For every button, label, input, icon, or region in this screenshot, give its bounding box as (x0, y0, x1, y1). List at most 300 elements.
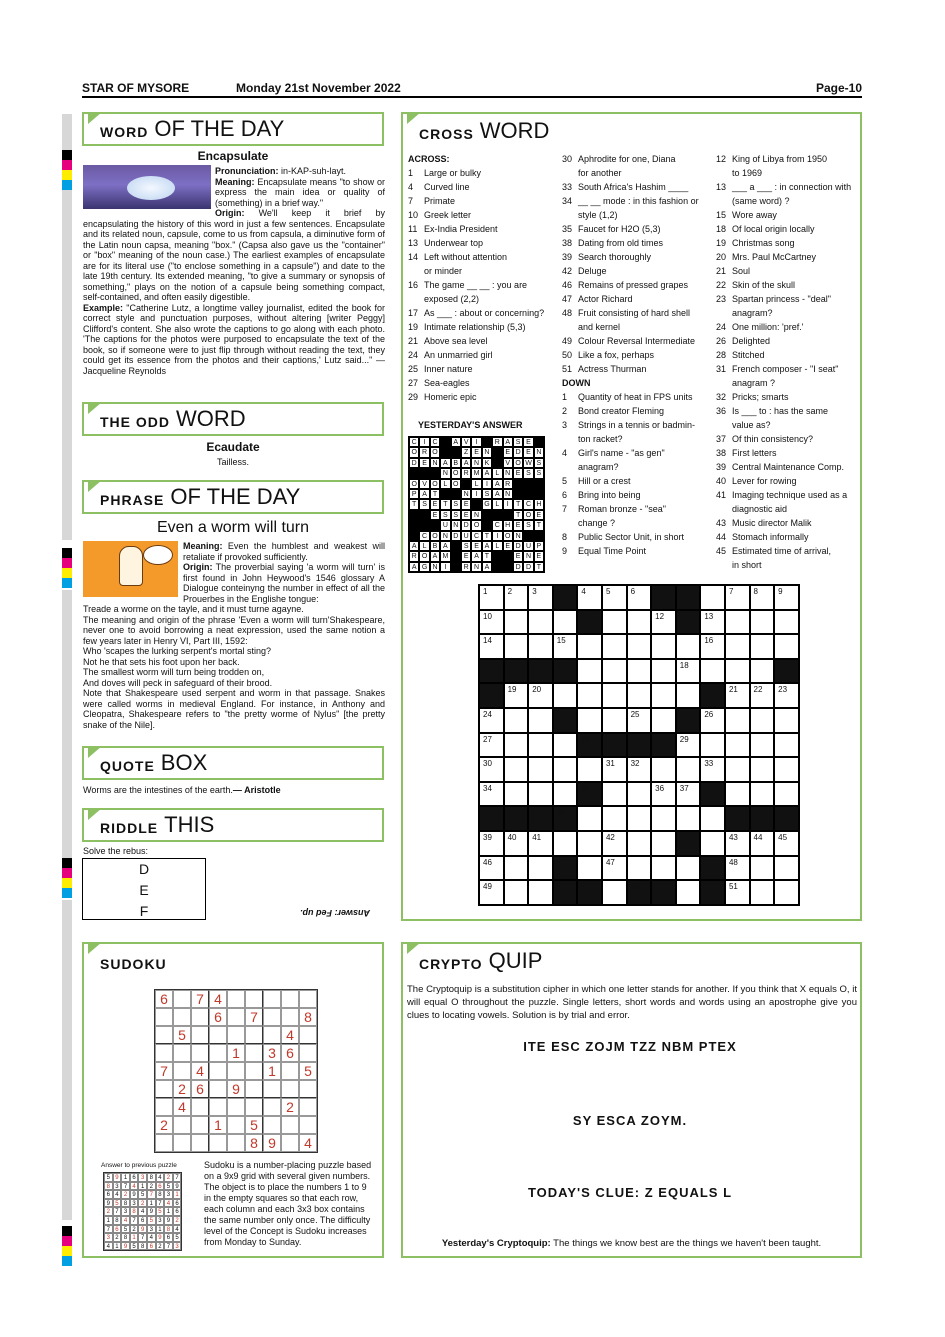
grid-cell[interactable]: 23 (774, 683, 799, 708)
answer-cell: G (482, 499, 492, 509)
grid-cell[interactable] (528, 880, 553, 905)
answer-cell: 3 (164, 1190, 173, 1199)
grid-cell[interactable] (750, 610, 775, 635)
sudoku-cell[interactable] (299, 1080, 317, 1098)
grid-cell[interactable]: 46 (479, 856, 504, 881)
answer-cell: 6 (104, 1190, 113, 1199)
grid-cell[interactable]: 5 (602, 585, 627, 610)
sudoku-cell[interactable] (209, 1026, 227, 1044)
clue-row: anagram? (732, 308, 773, 318)
grid-cell[interactable] (528, 757, 553, 782)
sudoku-cell[interactable] (191, 1116, 209, 1134)
sudoku-cell[interactable] (263, 1008, 281, 1026)
sudoku-cell[interactable] (191, 1044, 209, 1062)
sudoku-cell[interactable] (155, 1134, 173, 1152)
riddle-prompt: Solve the rebus: (83, 846, 149, 856)
grid-cell[interactable] (504, 757, 529, 782)
grid-cell[interactable]: 12 (651, 610, 676, 635)
grid-cell[interactable] (651, 831, 676, 856)
grid-cell[interactable] (725, 782, 750, 807)
answer-cell: C (523, 499, 533, 509)
answer-cell (451, 489, 461, 499)
sudoku-cell[interactable] (245, 990, 263, 1008)
answer-cell: 9 (113, 1173, 122, 1182)
grid-cell[interactable] (602, 880, 627, 905)
black-cell (750, 806, 775, 831)
grid-cell[interactable] (602, 708, 627, 733)
registration-mark (62, 548, 72, 588)
grid-cell[interactable] (651, 757, 676, 782)
answer-cell: 3 (156, 1216, 165, 1225)
answer-cell: M (440, 551, 450, 561)
word-of-day-body: Pronunciation: in-KAP-suh-layt. Meaning: Encapsulate means "to show or express the main idea or quality of (something) in a brief way." Origin: We'll keep it brief by encapsulating the history of this word in just a few sentences. Encapsulate and its related noun, capsule, come to us from capsula, a diminutive form of the Latin noun capsa, meaning "box." (Capsa also gave us the "container" or "box" meaning of the noun case.) The earliest examples of encapsulate are for its literal use ("to enclose something in a capsule") and date to the late 19th century. Its extended meaning, "to give a summary or synopsis of something," plays on the notion of a capsule being something compact, self-contained, and often easily digestible. Example: "Catherine Lutz, a longtime valley journalist, edited the book for correct style and punctuation purposes, without altering [writer Peggy] Clifford's content. She also wrote the captions to go along with each photo. 'The captions for the photos were purposed to encapsulate the text of the book, so if someone were to just flip through without reading the text, they could get its essence from the photos and their captions,' Lutz said..." —Jacqueline Reynolds (83, 166, 385, 376)
clue-row: 35 Faucet for H2O (5,3) (562, 224, 661, 234)
grid-cell[interactable] (676, 806, 701, 831)
margin-stripe (62, 190, 72, 540)
grid-cell[interactable] (627, 782, 652, 807)
clue-row: ton racket? (578, 434, 623, 444)
grid-cell[interactable]: 49 (479, 880, 504, 905)
answer-cell: L (471, 479, 481, 489)
grid-cell[interactable]: 29 (676, 733, 701, 758)
answer-cell: 2 (164, 1173, 173, 1182)
grid-cell[interactable] (700, 806, 725, 831)
grid-cell[interactable] (504, 880, 529, 905)
grid-cell[interactable] (577, 806, 602, 831)
answer-cell (451, 541, 461, 551)
sudoku-cell[interactable] (245, 1080, 263, 1098)
flag-icon (88, 808, 102, 820)
grid-cell[interactable]: 40 (504, 831, 529, 856)
grid-cell[interactable] (700, 733, 725, 758)
grid-cell[interactable]: 14 (479, 634, 504, 659)
grid-cell[interactable] (577, 831, 602, 856)
grid-cell[interactable]: 1 (479, 585, 504, 610)
sudoku-cell[interactable] (299, 1116, 317, 1134)
sudoku-cell[interactable] (173, 990, 191, 1008)
answer-cell: 3 (121, 1207, 130, 1216)
grid-cell[interactable]: 43 (725, 831, 750, 856)
grid-cell[interactable] (627, 806, 652, 831)
black-cell (700, 782, 725, 807)
grid-cell[interactable] (577, 659, 602, 684)
grid-cell[interactable]: 47 (602, 856, 627, 881)
answer-cell: 4 (113, 1190, 122, 1199)
answer-cell: C (409, 437, 419, 447)
grid-cell[interactable]: 39 (479, 831, 504, 856)
grid-cell[interactable] (504, 708, 529, 733)
answer-cell (430, 520, 440, 530)
grid-cell[interactable] (725, 733, 750, 758)
clue-row: and kernel (578, 322, 621, 332)
sudoku-cell[interactable] (155, 1008, 173, 1026)
grid-cell[interactable] (750, 634, 775, 659)
grid-cell[interactable]: 34 (479, 782, 504, 807)
grid-cell[interactable] (700, 659, 725, 684)
sudoku-cell[interactable] (281, 1134, 299, 1152)
answer-cell: D (513, 562, 523, 572)
sudoku-cell[interactable] (227, 1026, 245, 1044)
sudoku-cell[interactable] (209, 1044, 227, 1062)
grid-cell[interactable] (774, 757, 799, 782)
sudoku-cell[interactable] (227, 990, 245, 1008)
grid-cell[interactable] (577, 708, 602, 733)
grid-cell[interactable]: 9 (774, 585, 799, 610)
answer-cell: 1 (121, 1173, 130, 1182)
sudoku-cell[interactable] (263, 1116, 281, 1134)
answer-cell (534, 437, 544, 447)
sudoku-cell[interactable] (245, 1044, 263, 1062)
sudoku-cell[interactable] (245, 1062, 263, 1080)
clue-row: 24 An unmarried girl (408, 350, 493, 360)
sudoku-cell[interactable] (191, 1026, 209, 1044)
grid-cell[interactable] (528, 782, 553, 807)
grid-cell[interactable]: 7 (725, 585, 750, 610)
grid-cell[interactable] (774, 880, 799, 905)
grid-cell[interactable] (651, 659, 676, 684)
black-cell: 28 (577, 733, 602, 758)
sudoku-cell[interactable] (227, 1062, 245, 1080)
sudoku-cell[interactable] (281, 1008, 299, 1026)
clue-row: 43 Music director Malik (716, 518, 812, 528)
sudoku-cell[interactable] (155, 1080, 173, 1098)
sudoku-cell[interactable] (191, 1008, 209, 1026)
grid-cell[interactable] (651, 856, 676, 881)
grid-cell[interactable]: 42 (602, 831, 627, 856)
black-cell (700, 683, 725, 708)
sudoku-cell[interactable] (263, 1026, 281, 1044)
grid-cell[interactable] (577, 634, 602, 659)
sudoku-grid (154, 989, 318, 1153)
answer-cell: 1 (173, 1190, 182, 1199)
grid-cell[interactable]: 2 (504, 585, 529, 610)
answer-cell: D (513, 541, 523, 551)
grid-cell[interactable] (774, 708, 799, 733)
sudoku-cell: 3 (263, 1044, 281, 1062)
grid-cell[interactable] (750, 782, 775, 807)
sudoku-cell: 8 (299, 1008, 317, 1026)
grid-cell[interactable] (553, 757, 578, 782)
clue-row: 37 Of thin consistency? (716, 434, 814, 444)
grid-cell[interactable] (504, 856, 529, 881)
grid-cell[interactable] (651, 683, 676, 708)
clue-row: 23 Spartan princess - "deal" (716, 294, 831, 304)
yesterday-answer-label: YESTERDAY'S ANSWER (418, 420, 523, 430)
grid-cell[interactable] (750, 880, 775, 905)
grid-cell[interactable] (774, 634, 799, 659)
grid-cell[interactable] (602, 683, 627, 708)
grid-cell[interactable]: 48 (725, 856, 750, 881)
grid-cell[interactable] (602, 610, 627, 635)
grid-cell[interactable] (627, 634, 652, 659)
answer-cell (451, 551, 461, 561)
grid-cell[interactable] (528, 708, 553, 733)
answer-cell: 8 (147, 1173, 156, 1182)
sudoku-cell[interactable] (263, 1080, 281, 1098)
grid-cell[interactable] (553, 733, 578, 758)
grid-cell[interactable] (528, 634, 553, 659)
sudoku-cell[interactable] (209, 1062, 227, 1080)
grid-cell[interactable] (504, 733, 529, 758)
grid-cell[interactable]: 16 (700, 634, 725, 659)
sudoku-cell[interactable] (191, 1098, 209, 1116)
sudoku-cell[interactable] (263, 1098, 281, 1116)
grid-cell[interactable]: 19 (504, 683, 529, 708)
answer-cell: 6 (173, 1199, 182, 1208)
grid-cell[interactable]: 15 (553, 634, 578, 659)
grid-cell[interactable] (627, 831, 652, 856)
grid-cell[interactable] (504, 782, 529, 807)
grid-cell[interactable]: 26 (700, 708, 725, 733)
sudoku-cell[interactable] (227, 1098, 245, 1116)
sudoku-cell[interactable] (173, 1134, 191, 1152)
answer-cell: R (461, 562, 471, 572)
grid-cell[interactable] (553, 782, 578, 807)
clue-row: 4 Girl's name - "as gen" (562, 448, 665, 458)
grid-cell[interactable] (676, 683, 701, 708)
grid-cell[interactable] (553, 610, 578, 635)
answer-cell: 7 (164, 1242, 173, 1251)
sudoku-cell[interactable] (227, 1008, 245, 1026)
grid-cell[interactable] (602, 634, 627, 659)
answer-cell: R (492, 437, 502, 447)
grid-cell[interactable] (774, 856, 799, 881)
grid-cell[interactable]: 22 (750, 683, 775, 708)
grid-cell[interactable] (725, 708, 750, 733)
clue-row: 22 Skin of the skull (716, 280, 796, 290)
sudoku-cell[interactable] (281, 1080, 299, 1098)
answer-cell: S (451, 510, 461, 520)
sudoku-cell: 7 (245, 1008, 263, 1026)
grid-cell[interactable] (676, 634, 701, 659)
sudoku-cell: 6 (191, 1080, 209, 1098)
grid-cell[interactable] (504, 610, 529, 635)
grid-cell[interactable] (700, 585, 725, 610)
grid-cell[interactable]: 37 (676, 782, 701, 807)
sudoku-cell[interactable] (263, 990, 281, 1008)
grid-cell[interactable] (676, 856, 701, 881)
grid-cell[interactable] (725, 659, 750, 684)
grid-cell[interactable]: 30 (479, 757, 504, 782)
black-cell (676, 610, 701, 635)
clue-row: 49 Colour Reversal Intermediate (562, 336, 696, 346)
clue-row: 36 Is ___ to : has the same (716, 406, 829, 416)
black-cell: 17 (553, 659, 578, 684)
grid-cell[interactable] (577, 856, 602, 881)
answer-cell: N (503, 489, 513, 499)
answer-cell: D (409, 458, 419, 468)
sudoku-cell[interactable] (173, 1044, 191, 1062)
grid-cell[interactable] (774, 610, 799, 635)
answer-cell: I (503, 499, 513, 509)
grid-cell[interactable] (676, 757, 701, 782)
clue-row: exposed (2,2) (424, 294, 480, 304)
grid-cell[interactable] (602, 782, 627, 807)
clue-row: 40 Lever for rowing (716, 476, 797, 486)
clue-row: 26 Delighted (716, 336, 771, 346)
grid-cell[interactable]: 21 (725, 683, 750, 708)
grid-cell[interactable]: 10 (479, 610, 504, 635)
grid-cell[interactable] (750, 733, 775, 758)
sudoku-cell[interactable] (173, 1116, 191, 1134)
answer-cell: E (503, 541, 513, 551)
flag-icon (88, 480, 102, 492)
answer-cell: 3 (138, 1173, 147, 1182)
cryptoquip-header: CRYPTO QUIP (401, 942, 862, 976)
grid-cell[interactable]: 44 (750, 831, 775, 856)
sudoku-cell: 2 (173, 1080, 191, 1098)
clue-row: 38 First letters (716, 448, 777, 458)
grid-cell[interactable] (725, 757, 750, 782)
grid-cell[interactable] (577, 757, 602, 782)
sudoku-cell[interactable] (227, 1116, 245, 1134)
grid-cell[interactable] (750, 708, 775, 733)
sudoku-cell[interactable] (173, 1062, 191, 1080)
grid-cell[interactable] (700, 831, 725, 856)
sudoku-cell[interactable] (245, 1098, 263, 1116)
grid-cell[interactable] (651, 806, 676, 831)
black-cell (504, 806, 529, 831)
black-cell (528, 806, 553, 831)
grid-cell[interactable]: 45 (774, 831, 799, 856)
answer-cell: 8 (113, 1216, 122, 1225)
sudoku-cell[interactable] (227, 1134, 245, 1152)
clue-row: 24 One million: 'pref.' (716, 322, 804, 332)
sudoku-cell[interactable] (281, 990, 299, 1008)
answer-cell: P (534, 541, 544, 551)
sudoku-cell[interactable] (299, 1098, 317, 1116)
answer-cell: L (440, 479, 450, 489)
answer-cell: C (492, 520, 502, 530)
cryptoquip-clue: TODAY'S CLUE: Z EQUALS L (527, 1185, 733, 1200)
answer-cell: I (471, 437, 481, 447)
sudoku-cell[interactable] (155, 1098, 173, 1116)
answer-cell: S (440, 510, 450, 520)
sudoku-cell[interactable] (155, 1026, 173, 1044)
grid-cell[interactable] (528, 610, 553, 635)
clue-row: 29 Homeric epic (408, 392, 477, 402)
grid-cell[interactable] (627, 659, 652, 684)
answer-cell: E (513, 520, 523, 530)
grid-cell[interactable] (725, 634, 750, 659)
grid-cell[interactable] (750, 659, 775, 684)
across-clues-col1: ACROSS: 1 Large or bulky 4 Curved line 7 Primate 10 Greek letter 11 Ex-India President 13 Underwear top 14 Left without attention or minder 16 The game __ __ : you are exposed (2,2) 17 As ___ : about or concerning? 19 Intimate relationship (5,3) 21 Above sea level 24 An unmarried girl 25 Inner nature 27 Sea-eagles 29 Homeric epic (408, 152, 556, 404)
grid-cell[interactable]: 27 (479, 733, 504, 758)
answer-cell: A (430, 551, 440, 561)
riddle-header: RIDDLE THIS (82, 808, 384, 842)
grid-cell[interactable]: 18 (676, 659, 701, 684)
grid-cell[interactable]: 20 (528, 683, 553, 708)
grid-cell[interactable] (676, 880, 701, 905)
grid-cell[interactable]: 13 (700, 610, 725, 635)
grid-cell[interactable] (774, 782, 799, 807)
grid-cell[interactable] (627, 610, 652, 635)
answer-cell: 5 (113, 1199, 122, 1208)
grid-cell[interactable] (774, 733, 799, 758)
sudoku-cell[interactable] (281, 1116, 299, 1134)
answer-cell: 9 (121, 1242, 130, 1251)
sudoku-cell[interactable] (209, 1098, 227, 1116)
clue-row: 7 Primate (408, 196, 456, 206)
grid-cell[interactable]: 31 (602, 757, 627, 782)
sudoku-cell[interactable] (299, 1026, 317, 1044)
grid-cell[interactable] (651, 634, 676, 659)
answer-cell: C (430, 437, 440, 447)
answer-cell (419, 468, 429, 478)
grid-cell[interactable] (750, 757, 775, 782)
answer-cell: U (461, 531, 471, 541)
grid-cell[interactable]: 24 (479, 708, 504, 733)
grid-cell[interactable] (725, 610, 750, 635)
grid-cell[interactable] (528, 856, 553, 881)
grid-cell[interactable]: 36 (651, 782, 676, 807)
grid-cell[interactable]: 6 (627, 585, 652, 610)
grid-cell[interactable] (553, 683, 578, 708)
grid-cell[interactable]: 25 (627, 708, 652, 733)
cryptoquip-intro: The Cryptoquip is a substitution cipher in which one letter stands for another. If you think that X equals O, it will equal O throughout the puzzle. Single letters, short words and words using an apostrophe give you clues to locating vowels. Solution is by trial and error. (407, 984, 857, 1021)
sudoku-cell[interactable] (209, 1080, 227, 1098)
sudoku-cell: 8 (245, 1134, 263, 1152)
grid-cell[interactable] (577, 683, 602, 708)
sudoku-cell[interactable] (209, 1134, 227, 1152)
grid-cell[interactable]: 3 (528, 585, 553, 610)
grid-cell[interactable]: 32 (627, 757, 652, 782)
sudoku-cell[interactable] (191, 1134, 209, 1152)
answer-cell: O (471, 520, 481, 530)
answer-cell: 1 (147, 1199, 156, 1208)
clue-row: 32 Pricks; smarts (716, 392, 789, 402)
answer-cell: T (409, 499, 419, 509)
grid-cell[interactable] (627, 856, 652, 881)
answer-cell: 2 (173, 1216, 182, 1225)
grid-cell[interactable]: 4 (577, 585, 602, 610)
sudoku-cell[interactable] (155, 1044, 173, 1062)
margin-stripe (62, 114, 72, 150)
grid-cell[interactable]: 33 (700, 757, 725, 782)
grid-cell[interactable] (627, 683, 652, 708)
grid-cell[interactable] (504, 634, 529, 659)
answer-cell: I (492, 531, 502, 541)
sudoku-cell[interactable] (299, 1044, 317, 1062)
sudoku-cell[interactable] (281, 1062, 299, 1080)
sudoku-cell[interactable] (173, 1008, 191, 1026)
answer-cell (513, 489, 523, 499)
across-clues-col2: 30 Aphrodite for one, Diana for another 33 South Africa's Hashim ____ 34 __ __ mode : in this fashion or style (1,2) 35 Faucet for H2O (5,3) 38 Dating from old times 39 Search thoroughly 42 Deluge 46 Remains of pressed grapes 47 Actor Richard 48 Fruit consisting of hard shell and kernel 49 Colour Reversal Intermediate 50 Like a fox, perhaps 51 Actress Thurman DOWN 1 Quantity of heat in FPS units 2 Bond creator Fleming 3 Strings in a tennis or badmin- ton racket? 4 Girl's name - "as gen" anagram? 5 Hill or a crest 6 Bring into being 7 Roman bronze - "sea" change ? 8 Public Sector Unit, in short 9 Equal Time Point (562, 152, 712, 558)
grid-cell[interactable] (528, 733, 553, 758)
grid-cell[interactable]: 8 (750, 585, 775, 610)
answer-cell: 2 (104, 1207, 113, 1216)
sudoku-cell: 5 (173, 1026, 191, 1044)
grid-cell[interactable]: 51 (725, 880, 750, 905)
grid-cell[interactable] (602, 659, 627, 684)
grid-cell[interactable] (602, 806, 627, 831)
answer-cell: 9 (164, 1216, 173, 1225)
sudoku-cell[interactable] (245, 1026, 263, 1044)
grid-cell[interactable] (750, 856, 775, 881)
answer-cell: D (513, 447, 523, 457)
grid-cell[interactable] (651, 708, 676, 733)
sudoku-cell: 4 (299, 1134, 317, 1152)
answer-cell (492, 551, 502, 561)
grid-cell[interactable] (553, 831, 578, 856)
answer-cell: 1 (104, 1216, 113, 1225)
sudoku-cell: 1 (227, 1044, 245, 1062)
sudoku-cell[interactable] (299, 990, 317, 1008)
grid-cell[interactable]: 41 (528, 831, 553, 856)
sudoku-cell: 6 (209, 1008, 227, 1026)
issue-date: Monday 21st November 2022 (236, 81, 401, 95)
answer-cell (534, 479, 544, 489)
